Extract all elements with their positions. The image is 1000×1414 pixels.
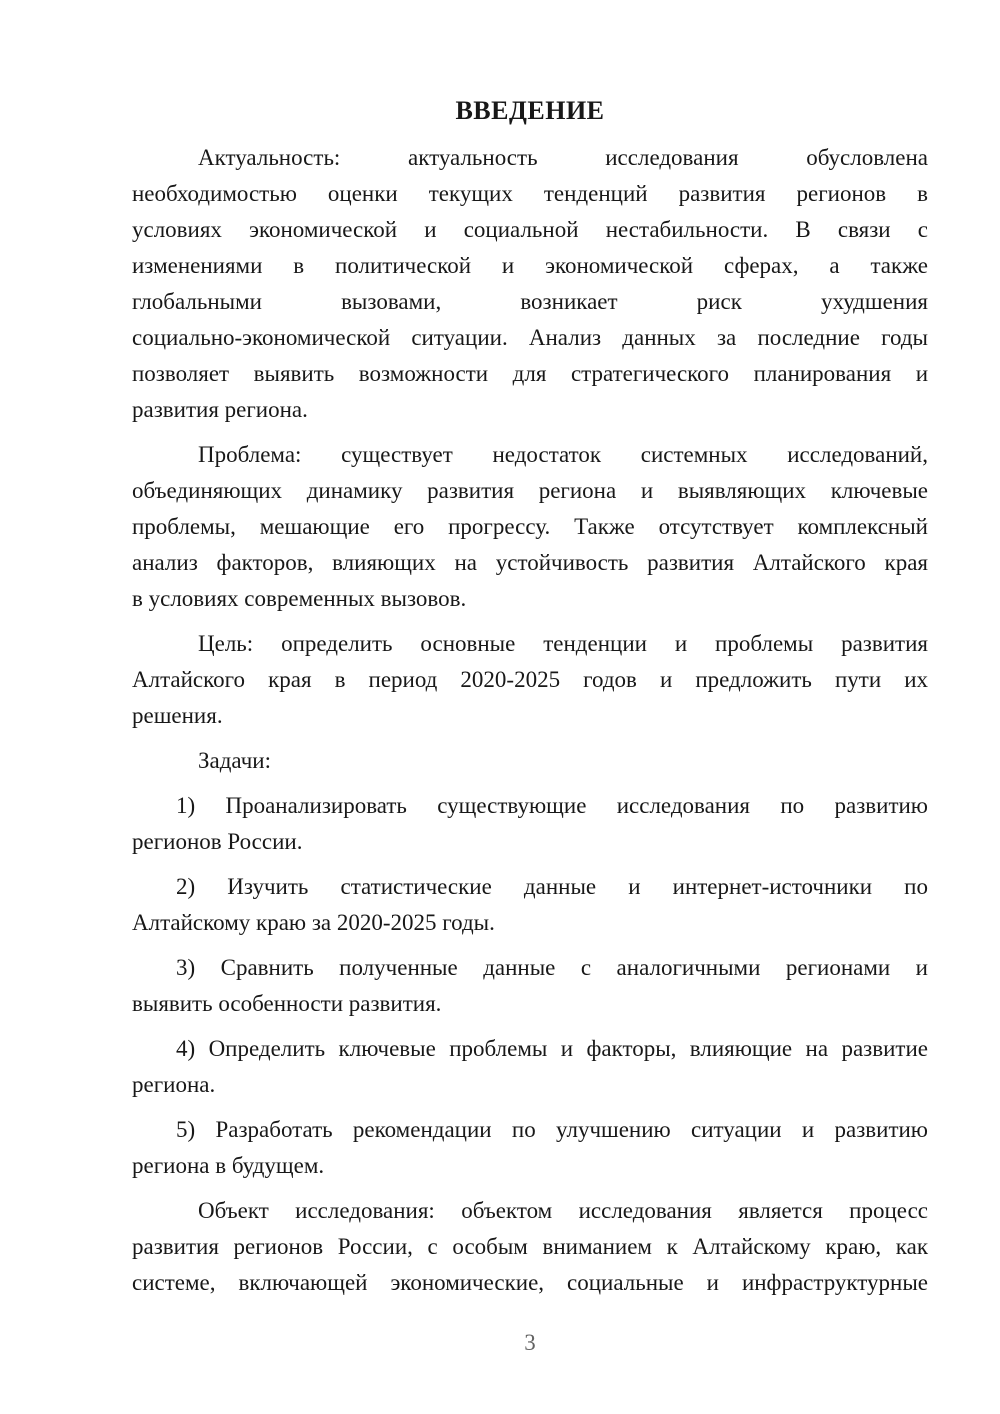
text-line: выявить особенности развития. <box>132 991 442 1016</box>
text-line: Задачи: <box>198 748 271 773</box>
page-number: 3 <box>524 1330 536 1355</box>
list-item <box>132 788 928 860</box>
list-item <box>132 1112 928 1184</box>
text-line: региона. <box>132 1072 216 1097</box>
paragraph <box>132 626 928 734</box>
page-title: ВВЕДЕНИЕ <box>455 96 605 125</box>
text-line: развития региона. <box>132 397 308 422</box>
text-line: условиях экономической и социальной нестабильности. В связи с <box>132 217 928 242</box>
text-line: глобальными вызовами, возникает риск ухудшения <box>132 289 928 314</box>
text-line: Актуальность: актуальность исследования обусловлена <box>198 145 928 170</box>
text-line: развития регионов России, с особым вниманием к Алтайскому краю, как <box>132 1234 928 1259</box>
text-line: Алтайского края в период 2020-2025 годов и предложить пути их <box>132 667 928 692</box>
text-line: социально-экономической ситуации. Анализ данных за последние годы <box>132 325 928 350</box>
document-body <box>132 140 928 1301</box>
paragraph <box>132 437 928 617</box>
text-line: 2) Изучить статистические данные и интернет-источники по <box>176 874 928 899</box>
text-line: Объект исследования: объектом исследования является процесс <box>198 1198 928 1223</box>
text-line: системе, включающей экономические, социальные и инфраструктурные <box>132 1270 928 1295</box>
list-item <box>132 950 928 1022</box>
text-line: 3) Сравнить полученные данные с аналогичными регионами и <box>176 955 928 980</box>
text-line: необходимостью оценки текущих тенденций развития регионов в <box>132 181 928 206</box>
text-line: 4) Определить ключевые проблемы и факторы, влияющие на развитие <box>176 1036 928 1061</box>
paragraph <box>132 743 928 779</box>
text-line: регионов России. <box>132 829 303 854</box>
text-line: 5) Разработать рекомендации по улучшению ситуации и развитию <box>176 1117 928 1142</box>
paragraph <box>132 1193 928 1301</box>
text-line: проблемы, мешающие его прогрессу. Также отсутствует комплексный <box>132 514 928 539</box>
text-line: позволяет выявить возможности для стратегического планирования и <box>132 361 928 386</box>
text-line: региона в будущем. <box>132 1153 325 1178</box>
paragraph <box>132 140 928 428</box>
text-line: решения. <box>132 703 223 728</box>
text-line: в условиях современных вызовов. <box>132 586 467 611</box>
text-line: Проблема: существует недостаток системных исследований, <box>198 442 928 467</box>
list-item <box>132 869 928 941</box>
list-item <box>132 1031 928 1103</box>
document-content <box>132 96 928 1310</box>
text-line: анализ факторов, влияющих на устойчивость развития Алтайского края <box>132 550 928 575</box>
text-line: Алтайскому краю за 2020-2025 годы. <box>132 910 495 935</box>
text-line: изменениями в политической и экономической сферах, а также <box>132 253 928 278</box>
text-line: объединяющих динамику развития региона и выявляющих ключевые <box>132 478 928 503</box>
text-line: Цель: определить основные тенденции и проблемы развития <box>198 631 928 656</box>
text-line: 1) Проанализировать существующие исследования по развитию <box>176 793 928 818</box>
